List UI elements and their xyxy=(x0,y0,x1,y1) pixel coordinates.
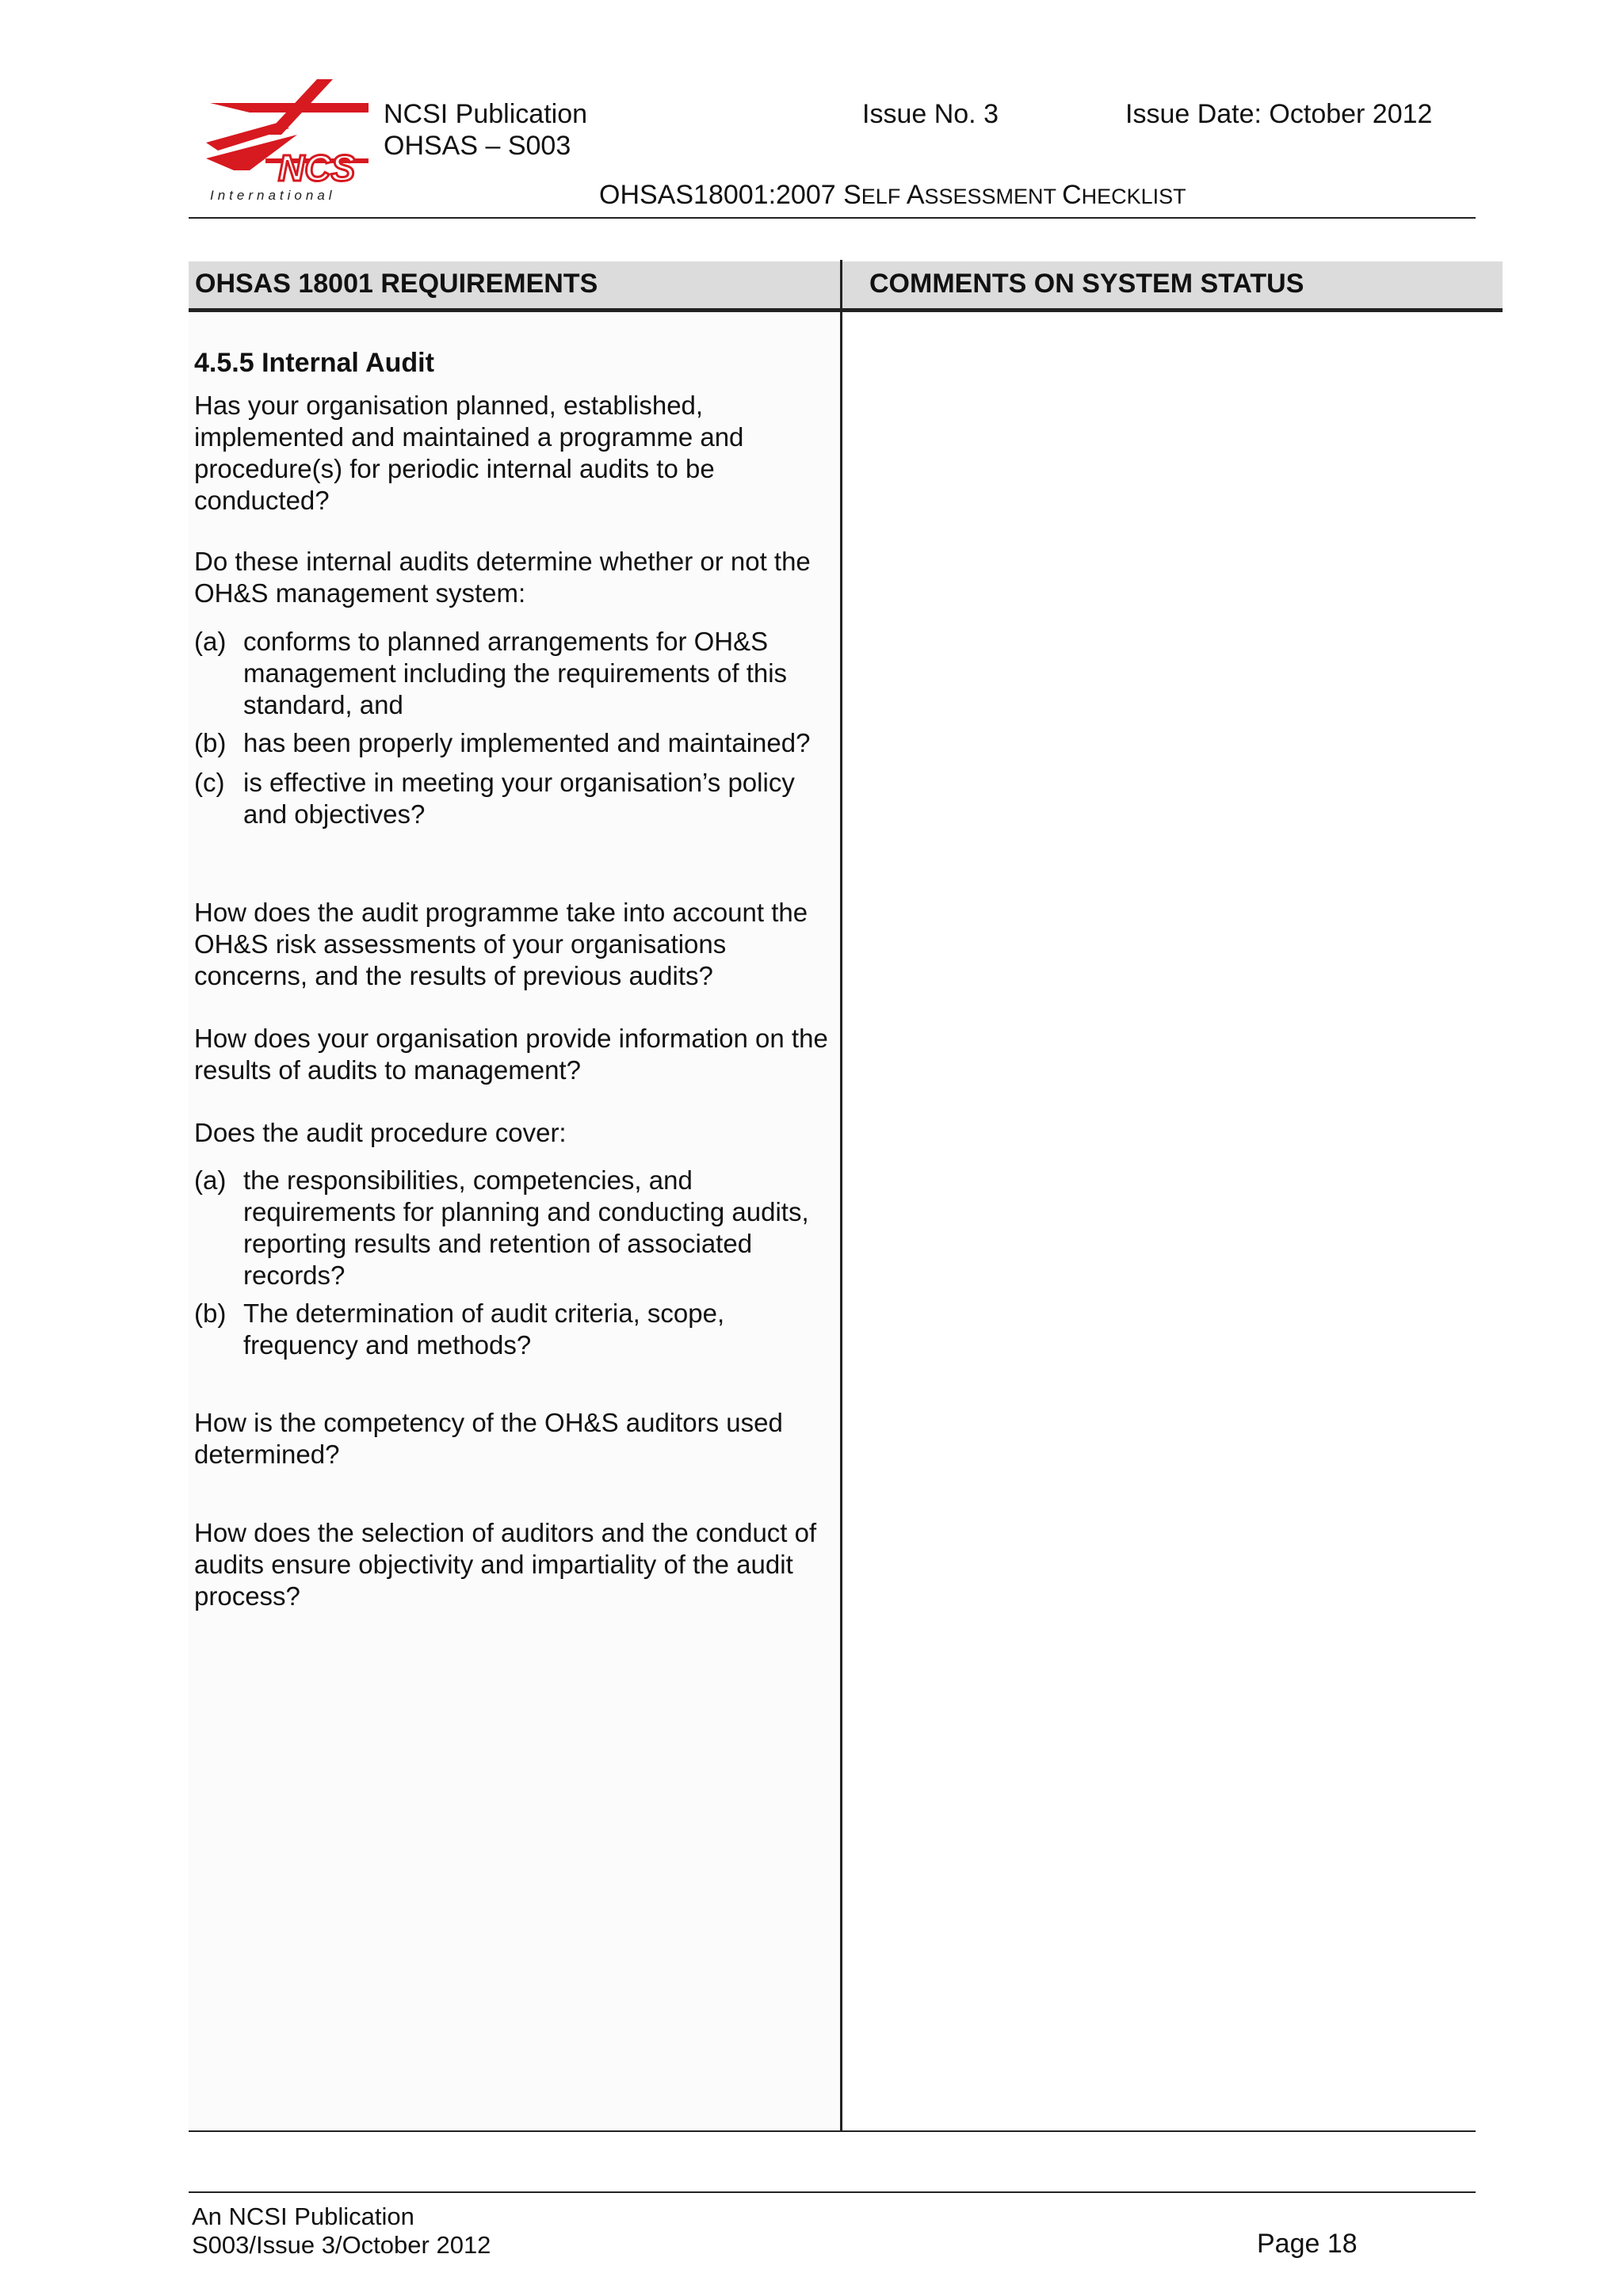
list-item-text: The determination of audit criteria, scope, frequency and methods? xyxy=(243,1299,725,1360)
list-marker: (b) xyxy=(194,1299,227,1328)
footer-divider xyxy=(189,2191,1476,2193)
question-3: How does the audit programme take into account the OH&S risk assessments of your organisations concerns, and the results of previous audits? xyxy=(194,898,808,990)
list-item-text: the responsibilities, competencies, and requirements for planning and conducting audits, reporting results and retention of associated records? xyxy=(243,1165,809,1290)
question-4: How does your organisation provide information on the results of audits to management? xyxy=(194,1024,828,1085)
question-5: Does the audit procedure cover: xyxy=(194,1118,567,1147)
ncs-international-logo xyxy=(202,79,369,204)
list-item-text: is effective in meeting your organisation’s policy and objectives? xyxy=(243,768,795,829)
question-2: Do these internal audits determine whether or not the OH&S management system: xyxy=(194,547,811,608)
table-bottom-rule xyxy=(189,2130,1476,2132)
footer-document-ref: S003/Issue 3/October 2012 xyxy=(192,2231,491,2259)
requirements-column-header: OHSAS 18001 REQUIREMENTS xyxy=(195,269,598,299)
list-marker: (a) xyxy=(194,1165,227,1195)
document-title: OHSAS18001:2007 SELF ASSESSMENT CHECKLIST xyxy=(599,180,1186,210)
question-7: How does the selection of auditors and the conduct of audits ensure objectivity and impartiality of the audit process? xyxy=(194,1518,817,1611)
section-heading: 4.5.5 Internal Audit xyxy=(194,348,434,378)
header-divider xyxy=(189,217,1476,219)
header-document-code: OHSAS – S003 xyxy=(384,131,571,161)
comments-column-header: COMMENTS ON SYSTEM STATUS xyxy=(869,269,1304,299)
header-publication: NCSI Publication xyxy=(384,99,588,129)
list-item-text: has been properly implemented and maintained? xyxy=(243,728,811,757)
footer-publication: An NCSI Publication xyxy=(192,2203,414,2230)
header-issue-date: Issue Date: October 2012 xyxy=(1125,99,1433,129)
question-1: Has your organisation planned, established, implemented and maintained a programme and procedure(s) for periodic internal audits to be conducted? xyxy=(194,391,744,515)
list-item-text: conforms to planned arrangements for OH&S management including the requirements of this standard, and xyxy=(243,627,788,719)
header-issue-number: Issue No. 3 xyxy=(862,99,999,129)
table-header-rule xyxy=(189,308,1503,312)
list-marker: (c) xyxy=(194,768,225,797)
logo-wordmark: NCS xyxy=(278,147,356,189)
logo-subtext: International xyxy=(210,188,336,203)
list-marker: (a) xyxy=(194,627,227,656)
page-number: Page 18 xyxy=(1257,2229,1358,2259)
list-marker: (b) xyxy=(194,728,227,757)
question-6: How is the competency of the OH&S auditors used determined? xyxy=(194,1408,783,1469)
